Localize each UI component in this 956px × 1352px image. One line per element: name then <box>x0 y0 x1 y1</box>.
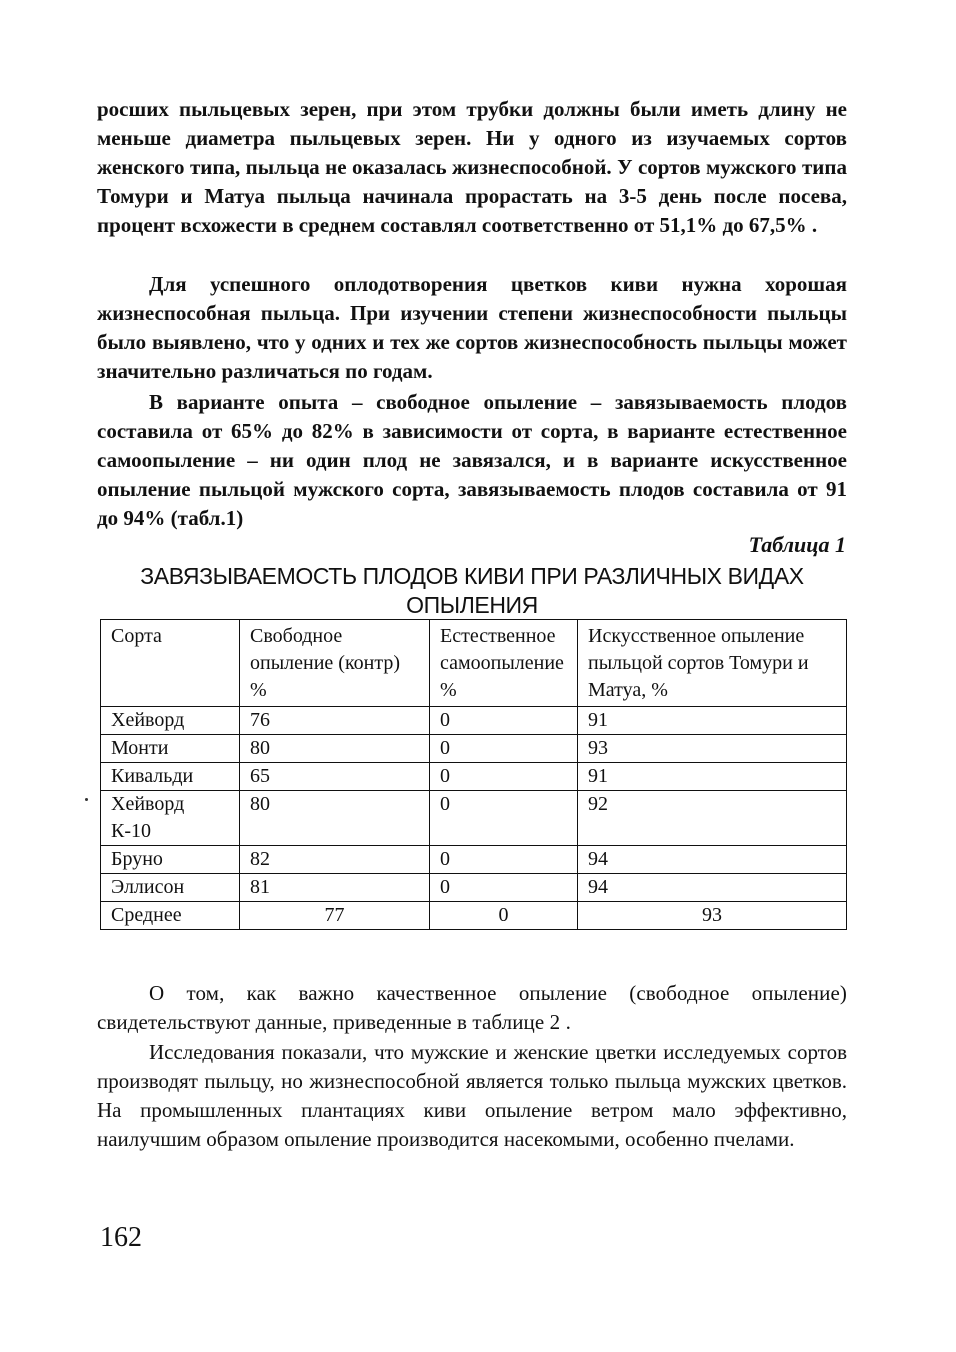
cell-artificial: 94 <box>578 874 847 902</box>
cell-artificial: 91 <box>578 707 847 735</box>
header-variety: Сорта <box>101 620 240 707</box>
cell-variety: Монти <box>101 735 240 763</box>
cell-artificial: 91 <box>578 763 847 791</box>
cell-natural: 0 <box>430 846 578 874</box>
cell-artificial: 92 <box>578 791 847 846</box>
cell-natural: 0 <box>430 763 578 791</box>
cell-variety: Бруно <box>101 846 240 874</box>
table-title: ЗАВЯЗЫВАЕМОСТЬ ПЛОДОВ КИВИ ПРИ РАЗЛИЧНЫХ ВИДАХ ОПЫЛЕНИЯ <box>140 563 804 618</box>
cell-variety: Среднее <box>101 902 240 930</box>
cell-free: 76 <box>240 707 430 735</box>
cell-natural: 0 <box>430 791 578 846</box>
table-row <box>101 846 847 874</box>
table-row-average <box>101 902 847 930</box>
table-row <box>101 763 847 791</box>
cell-free: 77 <box>240 902 430 930</box>
cell-variety: Кивальди <box>101 763 240 791</box>
cell-free: 65 <box>240 763 430 791</box>
cell-free: 81 <box>240 874 430 902</box>
cell-natural: 0 <box>430 902 578 930</box>
fruit-set-table <box>100 619 847 930</box>
cell-variety: Хейворд <box>101 707 240 735</box>
scan-speck <box>85 798 88 801</box>
cell-artificial: 93 <box>578 735 847 763</box>
cell-natural: 0 <box>430 735 578 763</box>
paragraph-pollen-viability: Для успешного оплодотворения цветков киви нужна хорошая жизнеспособная пыльца. При изучении степени жизнеспособности пыльцы было выявлено, что у одних и тех же сортов жизнеспособность пыльцы может значительно различаться по годам. <box>97 272 847 383</box>
cell-free: 82 <box>240 846 430 874</box>
table-row <box>101 735 847 763</box>
cell-variety: Хейворд К-10 <box>101 791 240 846</box>
cell-free: 80 <box>240 735 430 763</box>
cell-artificial: 93 <box>578 902 847 930</box>
header-free-pollination: Свободное опыление (контр) % <box>240 620 430 707</box>
page-number: 162 <box>100 1222 142 1253</box>
header-artificial-pollination: Искусственное опыление пыльцой сортов Томури и Матуа, % <box>578 620 847 707</box>
cell-variety: Эллисон <box>101 874 240 902</box>
table-row <box>101 707 847 735</box>
paragraph-fruit-set: В варианте опыта – свободное опыление – завязываемость плодов составила от 65% до 82% в зависимости от сорта, в варианте естественное самоопыление – ни один плод не завязался, и в варианте искусственное опыление пыльцой мужского сорта, завязываемость плодов составила от 91 до 94% (табл.1) <box>97 390 847 530</box>
table-header-row <box>101 620 847 707</box>
paragraph-research-results: Исследования показали, что мужские и женские цветки исследуемых сортов производят пыльцу, но жизнеспособной является только пыльца мужских цветков. На промышленных плантациях киви опыление ветром мало эффективно, наилучшим образом опыление производится насекомыми, особенно пчелами. <box>97 1040 847 1151</box>
table-row <box>101 791 847 846</box>
cell-artificial: 94 <box>578 846 847 874</box>
cell-natural: 0 <box>430 874 578 902</box>
cell-free: 80 <box>240 791 430 846</box>
table-label: Таблица 1 <box>748 532 846 557</box>
paragraph-pollen-germination: росших пыльцевых зерен, при этом трубки должны были иметь длину не меньше диаметра пыльцевых зерен. Ни у одного из изучаемых сортов женского типа, пыльца не оказалась жизнеспособной. У сортов мужского типа Томури и Матуа пыльца начинала прорастать на 3-5 день после посева, процент всхожести в среднем составлял соответственно от 51,1% до 67,5% . <box>97 97 847 237</box>
table-row <box>101 874 847 902</box>
cell-natural: 0 <box>430 707 578 735</box>
paragraph-pollination-importance: О том, как важно качественное опыление (свободное опыление) свидетельствуют данные, приведенные в таблице 2 . <box>97 981 847 1034</box>
header-natural-self-pollination: Естественное самоопыление % <box>430 620 578 707</box>
